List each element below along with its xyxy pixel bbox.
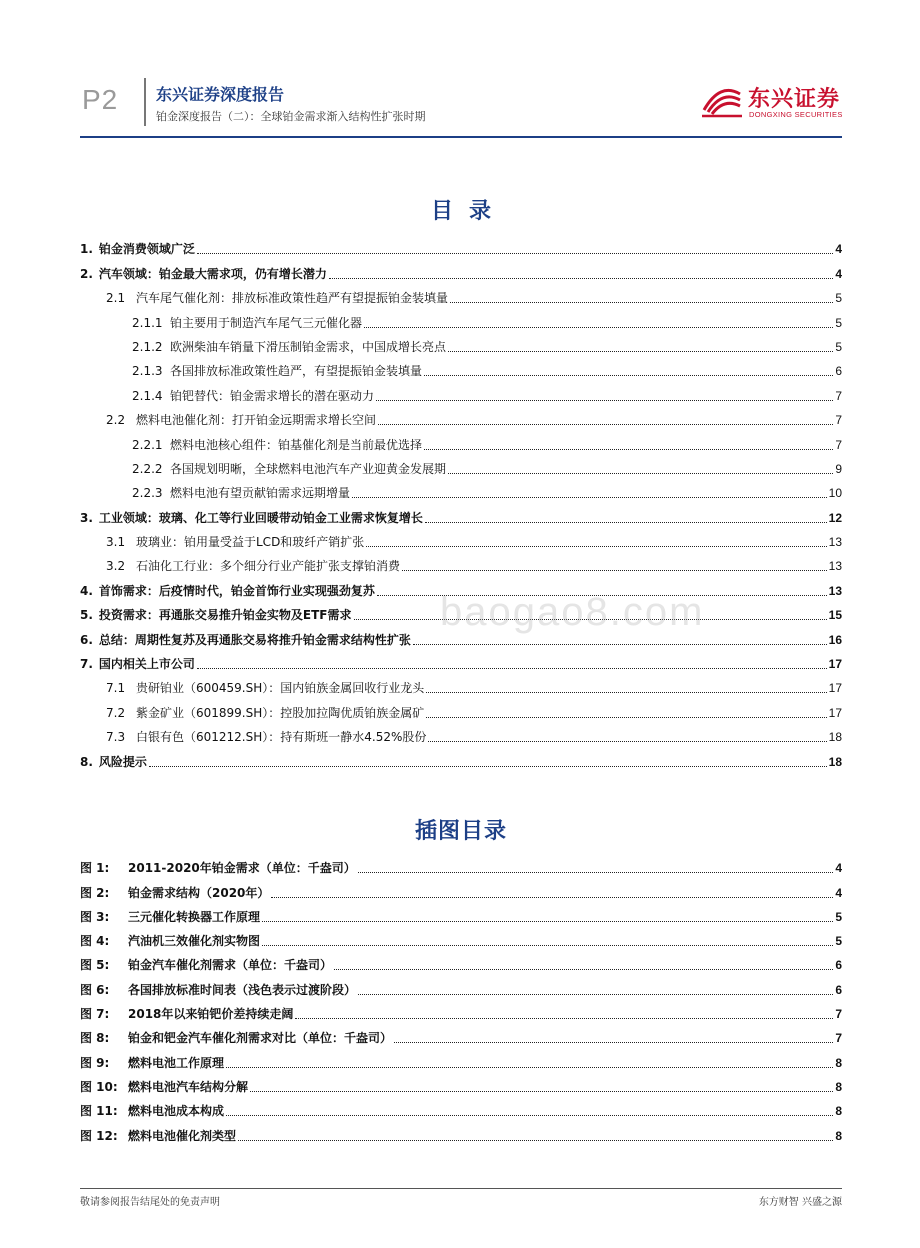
toc-entry[interactable] [80, 453, 842, 477]
figure-entry-label: 图 3: [80, 909, 110, 924]
toc-entry-text: 铂钯替代：铂金需求增长的潜在驱动力 [170, 388, 375, 403]
toc-entry-title [80, 608, 352, 623]
toc-entry-title [80, 633, 411, 648]
figure-entry[interactable] [80, 949, 842, 973]
toc-entry[interactable] [80, 257, 842, 281]
figure-entry-label: 图 9: [80, 1055, 110, 1070]
toc-entry-title [132, 462, 446, 477]
figure-entry-page: 8 [835, 1079, 842, 1094]
toc-entry-title [106, 681, 424, 696]
toc-entry[interactable] [80, 696, 842, 720]
figure-entry-title [80, 1129, 236, 1144]
figure-list [80, 852, 842, 1144]
toc-entry[interactable] [80, 306, 842, 330]
toc-entry[interactable] [80, 379, 842, 403]
toc-entry-number: 3.2 [106, 559, 126, 574]
figure-entry-page: 7 [835, 1007, 842, 1022]
figure-entry-text: 各国排放标准时间表（浅色表示过渡阶段） [128, 982, 357, 997]
toc-entry-text: 燃料电池核心组件：铂基催化剂是当前最优选择 [170, 437, 423, 452]
figure-entry-title [80, 934, 260, 949]
figure-entry-page: 4 [835, 861, 842, 876]
dot-leader [358, 872, 834, 873]
toc-entry-title [106, 706, 424, 721]
dot-leader [149, 766, 827, 767]
figure-entry[interactable] [80, 876, 842, 900]
toc-entry-page: 7 [835, 437, 842, 452]
toc-entry-page: 17 [828, 657, 842, 672]
figure-entry-text: 铂金和钯金汽车催化剂需求对比（单位：千盎司） [128, 1031, 393, 1046]
toc-entry-title [80, 511, 423, 526]
logo-chinese-name: 东兴证券 [748, 87, 841, 112]
figure-entry[interactable] [80, 973, 842, 997]
dot-leader [271, 897, 833, 898]
figure-entry[interactable] [80, 1095, 842, 1119]
toc-entry-title [132, 316, 362, 331]
toc-entry-title [132, 438, 422, 453]
figure-entry-title [80, 1031, 392, 1046]
toc-entry-text: 玻璃业：铂用量受益于LCD和玻纤产销扩张 [136, 535, 365, 550]
toc-entry[interactable] [80, 355, 842, 379]
figure-entry-text: 燃料电池成本构成 [128, 1104, 225, 1119]
figure-entry-page: 5 [835, 934, 842, 949]
toc-entry-number: 7.1 [106, 681, 126, 696]
report-series-title: 东兴证券深度报告 [156, 85, 285, 104]
dot-leader [366, 546, 826, 547]
toc-entry-title [80, 657, 195, 672]
figure-entry-page: 7 [835, 1031, 842, 1046]
toc-entry-number: 1. [80, 242, 93, 257]
toc-entry[interactable] [80, 745, 842, 769]
figure-entry-label: 图 12: [80, 1128, 118, 1143]
toc-entry-page: 5 [835, 339, 842, 354]
toc-entry-number: 2.1.2 [132, 339, 163, 354]
figure-entry-text: 三元催化转换器工作原理 [128, 909, 261, 924]
toc-list [80, 233, 842, 770]
dot-leader [413, 644, 827, 645]
toc-entry-page: 7 [835, 388, 842, 403]
toc-entry-text: 燃料电池催化剂：打开铂金远期需求增长空间 [136, 413, 377, 428]
dot-leader [394, 1042, 833, 1043]
dot-leader [424, 375, 833, 376]
report-subtitle: 铂金深度报告（二）：全球铂金需求渐入结构性扩张时期 [156, 110, 426, 123]
toc-entry-text: 首饰需求：后疫情时代，铂金首饰行业实现强劲复苏 [98, 583, 375, 598]
logo-english-name: DONGXING SECURITIES [749, 110, 843, 119]
figure-entry-page: 4 [835, 885, 842, 900]
toc-entry-number: 2.1.1 [132, 315, 163, 330]
dot-leader [262, 945, 833, 946]
figure-entry[interactable] [80, 998, 842, 1022]
toc-entry-text: 国内相关上市公司 [98, 657, 195, 672]
toc-entry-title [132, 364, 422, 379]
figure-entry-label: 图 11: [80, 1104, 118, 1119]
toc-entry-page: 13 [828, 559, 842, 574]
figure-entry-page: 8 [835, 1055, 842, 1070]
toc-entry-number: 2.1.3 [132, 364, 163, 379]
toc-entry-text: 风险提示 [98, 754, 147, 769]
figure-entry-label: 图 8: [80, 1031, 110, 1046]
toc-entry-number: 2.1.4 [132, 388, 163, 403]
toc-entry-title [132, 340, 446, 355]
toc-entry[interactable] [80, 428, 842, 452]
dot-leader [295, 1018, 833, 1019]
toc-entry-title [106, 559, 400, 574]
toc-entry-number: 7. [80, 657, 93, 672]
dot-leader [428, 741, 826, 742]
toc-entry-title [80, 584, 375, 599]
figure-entry-page: 5 [835, 909, 842, 924]
dot-leader [376, 400, 833, 401]
figure-entry[interactable] [80, 1071, 842, 1095]
toc-entry-text: 紫金矿业（601899.SH）：控股加拉陶优质铂族金属矿 [136, 705, 425, 720]
figure-entry-label: 图 4: [80, 934, 110, 949]
figure-entry-text: 2011-2020年铂金需求（单位：千盎司） [128, 861, 356, 876]
figure-entry-text: 2018年以来铂钯价差持续走阔 [128, 1007, 294, 1022]
footer-slogan: 东方财智 兴盛之源 [758, 1197, 842, 1208]
dot-leader [334, 969, 833, 970]
dot-leader [238, 1140, 833, 1141]
toc-entry-page: 5 [835, 315, 842, 330]
toc-entry-page: 17 [828, 705, 842, 720]
toc-entry-page: 9 [835, 461, 842, 476]
toc-entry-text: 工业领域：玻璃、化工等行业回暖带动铂金工业需求恢复增长 [98, 510, 423, 525]
figure-entry[interactable] [80, 1046, 842, 1070]
toc-entry-text: 总结：周期性复苏及再通胀交易将推升铂金需求结构性扩张 [98, 632, 411, 647]
toc-entry[interactable] [80, 648, 842, 672]
toc-entry[interactable] [80, 404, 842, 428]
toc-entry-page: 4 [835, 242, 842, 257]
toc-entry[interactable] [80, 233, 842, 257]
figure-entry-text: 汽油机三效催化剂实物图 [128, 934, 261, 949]
figure-entry[interactable] [80, 1022, 842, 1046]
figure-entry-label: 图 7: [80, 1007, 110, 1022]
toc-entry-page: 16 [828, 632, 842, 647]
toc-entry-title [132, 389, 374, 404]
figure-entry-label: 图 2: [80, 885, 110, 900]
dot-leader [364, 327, 833, 328]
dot-leader [450, 302, 833, 303]
toc-entry-number: 7.3 [106, 730, 126, 745]
toc-entry-number: 2.2.1 [132, 437, 163, 452]
toc-entry-text: 汽车尾气催化剂：排放标准政策性趋严有望提振铂金装填量 [136, 291, 449, 306]
toc-entry-text: 贵研铂业（600459.SH）：国内铂族金属回收行业龙头 [136, 681, 425, 696]
toc-entry-number: 2.1 [106, 291, 126, 306]
toc-entry-text: 欧洲柴油车销量下滑压制铂金需求，中国成增长亮点 [170, 339, 447, 354]
toc-entry-page: 7 [835, 413, 842, 428]
figure-entry-title [80, 861, 356, 876]
dot-leader [250, 1091, 833, 1092]
toc-entry-page: 6 [835, 364, 842, 379]
dot-leader [448, 473, 833, 474]
toc-entry-number: 2.2.2 [132, 461, 163, 476]
toc-entry-number: 2.2 [106, 413, 126, 428]
figure-entry-title [80, 1080, 248, 1095]
toc-entry-title [106, 730, 426, 745]
toc-entry-page: 18 [828, 730, 842, 745]
figure-entry-title [80, 1056, 224, 1071]
figure-entry-title [80, 910, 260, 925]
page-number: P2 [82, 84, 119, 115]
figure-entry-label: 图 10: [80, 1079, 118, 1094]
figure-entry-label: 图 5: [80, 958, 110, 973]
toc-entry-title [106, 291, 448, 306]
dongxing-logo-mark-icon [700, 80, 744, 120]
figure-entry[interactable] [80, 901, 842, 925]
figure-entry-page: 6 [835, 958, 842, 973]
toc-entry-page: 15 [828, 608, 842, 623]
dot-leader [424, 449, 833, 450]
toc-entry-number: 5. [80, 608, 93, 623]
toc-entry-number: 3.1 [106, 535, 126, 550]
toc-entry-number: 6. [80, 632, 93, 647]
figure-entry-label: 图 6: [80, 982, 110, 997]
figure-entry-text: 燃料电池工作原理 [128, 1055, 225, 1070]
figure-entry[interactable] [80, 852, 842, 876]
toc-entry[interactable] [80, 721, 842, 745]
toc-entry[interactable] [80, 526, 842, 550]
toc-entry-text: 投资需求：再通胀交易推升铂金实物及ETF需求 [98, 608, 352, 623]
footer-disclaimer: 敬请参阅报告结尾处的免责声明 [80, 1197, 220, 1208]
toc-entry-title [80, 755, 147, 770]
toc-entry-page: 10 [828, 486, 842, 501]
figure-entry-title [80, 958, 332, 973]
toc-entry-number: 2. [80, 266, 93, 281]
toc-entry-text: 石油化工行业：多个细分行业产能扩张支撑铂消费 [136, 559, 401, 574]
toc-entry-text: 汽车领域：铂金最大需求项，仍有增长潜力 [98, 266, 327, 281]
dot-leader [426, 717, 826, 718]
dot-leader [197, 668, 827, 669]
toc-entry-number: 8. [80, 754, 93, 769]
toc-entry-number: 2.2.3 [132, 486, 163, 501]
toc-entry[interactable] [80, 282, 842, 306]
toc-entry-page: 5 [835, 291, 842, 306]
figure-entry[interactable] [80, 925, 842, 949]
dot-leader [425, 522, 827, 523]
toc-entry-text: 铂主要用于制造汽车尾气三元催化器 [170, 315, 363, 330]
figure-entry-title [80, 983, 356, 998]
toc-entry-number: 4. [80, 583, 93, 598]
toc-entry-text: 各国排放标准政策性趋严，有望提振铂金装填量 [170, 364, 423, 379]
dot-leader [378, 424, 833, 425]
header-rule [80, 136, 842, 138]
toc-entry-page: 12 [828, 510, 842, 525]
figure-entry-text: 铂金汽车催化剂需求（单位：千盎司） [128, 958, 333, 973]
dot-leader [329, 278, 833, 279]
toc-entry[interactable] [80, 550, 842, 574]
watermark: baogao8.com [440, 590, 705, 634]
toc-entry-title [132, 486, 350, 501]
toc-entry-title [80, 242, 195, 257]
toc-entry-title [80, 267, 327, 282]
toc-entry-page: 4 [835, 266, 842, 281]
dot-leader [402, 570, 827, 571]
figure-entry-title [80, 1104, 224, 1119]
toc-entry-page: 18 [828, 754, 842, 769]
toc-entry-page: 13 [828, 535, 842, 550]
dot-leader [358, 994, 833, 995]
dot-leader [352, 497, 827, 498]
footer-rule [80, 1188, 842, 1189]
figure-entry-page: 6 [835, 982, 842, 997]
dongxing-logo [700, 78, 843, 126]
figure-entry-text: 燃料电池催化剂类型 [128, 1128, 237, 1143]
toc-entry[interactable] [80, 501, 842, 525]
figure-entry-label: 图 1: [80, 861, 110, 876]
toc-entry-title [106, 535, 364, 550]
toc-entry-title [106, 413, 376, 428]
toc-entry-text: 铂金消费领域广泛 [98, 242, 195, 257]
dot-leader [197, 253, 833, 254]
toc-entry[interactable] [80, 672, 842, 696]
figure-entry-page: 8 [835, 1104, 842, 1119]
toc-entry-number: 3. [80, 510, 93, 525]
dot-leader [426, 692, 826, 693]
toc-entry[interactable] [80, 331, 842, 355]
header-divider [144, 78, 146, 126]
toc-entry-text: 燃料电池有望贡献铂需求远期增量 [170, 486, 351, 501]
toc-entry-text: 各国规划明晰，全球燃料电池汽车产业迎黄金发展期 [170, 461, 447, 476]
toc-heading: 目录 [430, 199, 507, 224]
figure-entry[interactable] [80, 1119, 842, 1143]
figure-entry-title [80, 886, 269, 901]
toc-entry-page: 13 [828, 583, 842, 598]
figure-entry-page: 8 [835, 1128, 842, 1143]
figure-list-heading: 插图目录 [414, 819, 507, 844]
dot-leader [448, 351, 833, 352]
figure-entry-text: 铂金需求结构（2020年） [128, 885, 270, 900]
toc-entry-page: 17 [828, 681, 842, 696]
dot-leader [226, 1067, 833, 1068]
toc-entry[interactable] [80, 477, 842, 501]
dot-leader [262, 921, 833, 922]
figure-entry-title [80, 1007, 293, 1022]
dot-leader [226, 1115, 833, 1116]
toc-entry-text: 白银有色（601212.SH）：持有斯班一静水4.52%股份 [136, 730, 427, 745]
figure-entry-text: 燃料电池汽车结构分解 [128, 1079, 249, 1094]
toc-entry-number: 7.2 [106, 705, 126, 720]
